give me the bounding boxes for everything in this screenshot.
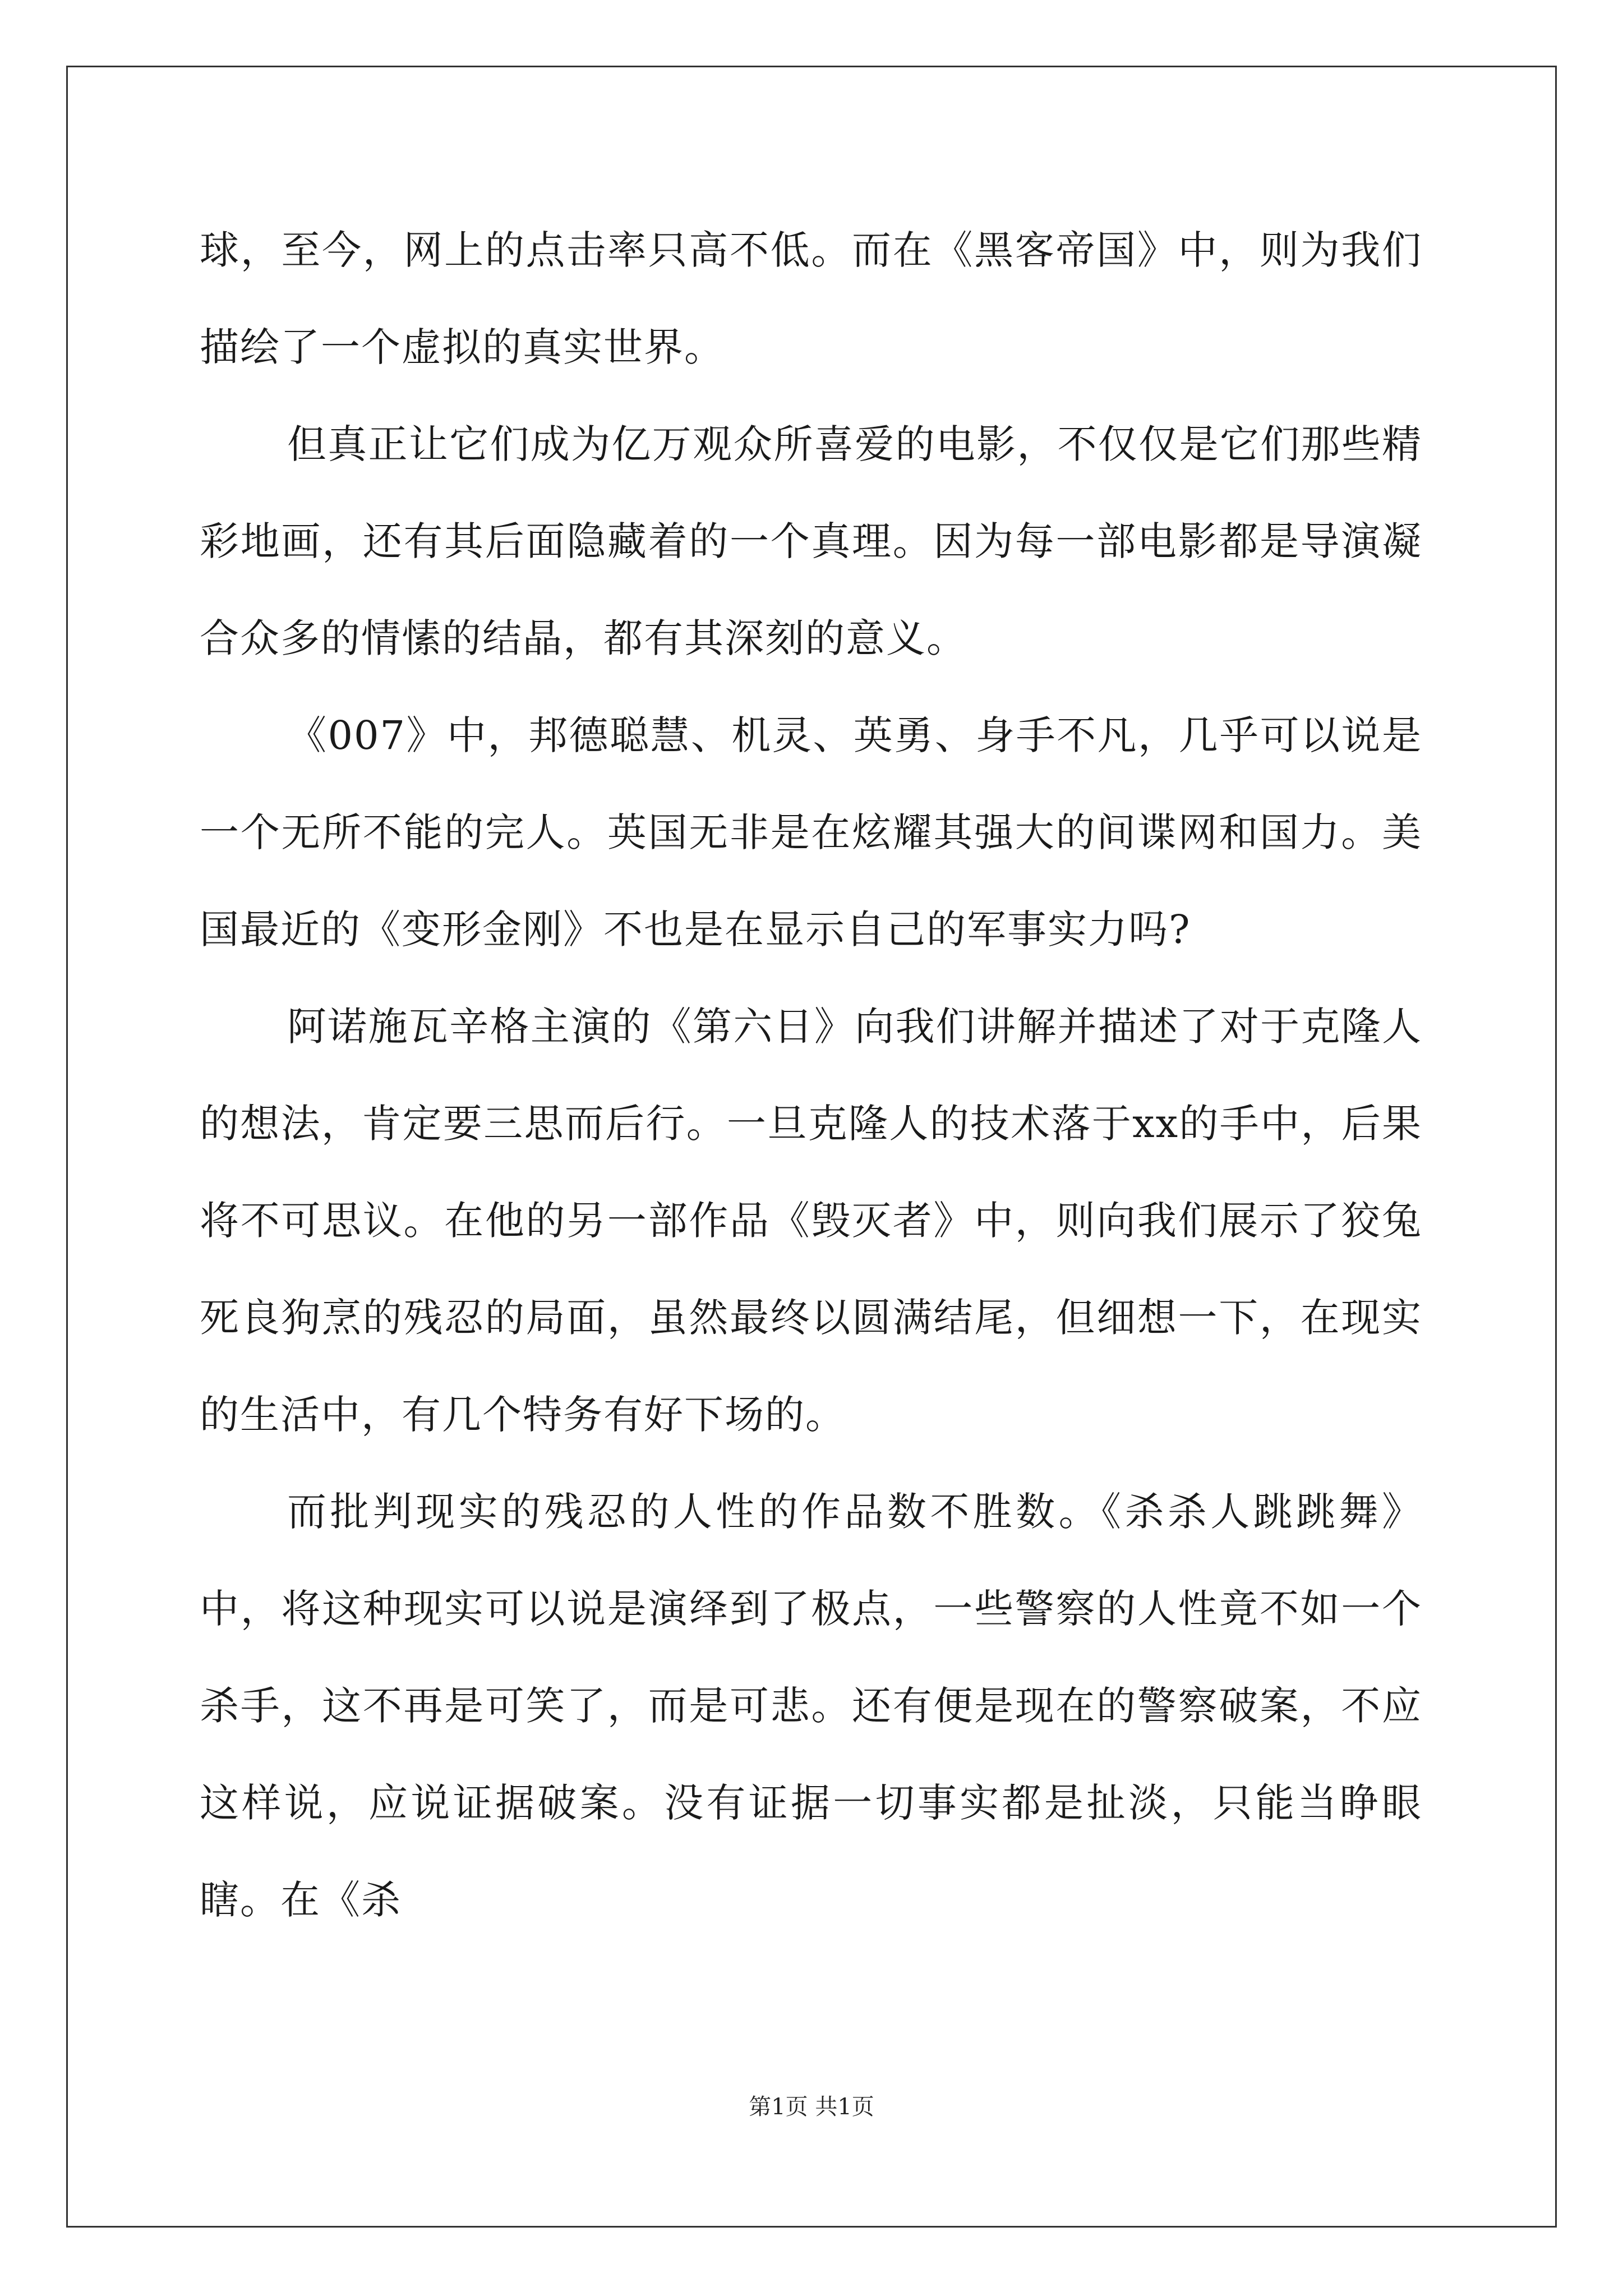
page-number-footer: 第1页 共1页: [749, 2094, 874, 2120]
paragraph-2: 但真正让它们成为亿万观众所喜爱的电影，不仅仅是它们那些精彩地画，还有其后面隐藏着的一个真理。因为每一部电影都是导演凝合众多的情愫的结晶，都有其深刻的意义。: [200, 421, 1422, 661]
document-body: [200, 202, 1422, 1949]
paragraph-5: 而批判现实的残忍的人性的作品数不胜数。《杀杀人跳跳舞》中，将这种现实可以说是演绎到了极点，一些警察的人性竟不如一个杀手，这不再是可笑了，而是可悲。还有便是现在的警察破案，不应这样说，应说证据破案。没有证据一切事实都是扯淡，只能当睁眼瞎。在《杀: [200, 1489, 1422, 1923]
paragraph-1: 球，至今，网上的点击率只高不低。而在《黑客帝国》中，则为我们描绘了一个虚拟的真实世界。: [200, 227, 1422, 370]
paragraph-4: 阿诺施瓦辛格主演的《第六日》向我们讲解并描述了对于克隆人的想法，肯定要三思而后行。一旦克隆人的技术落于xx的手中，后果将不可思议。在他的另一部作品《毁灭者》中，则向我们展示了狡兔死良狗烹的残忍的局面，虽然最终以圆满结尾，但细想一下，在现实的生活中，有几个特务有好下场的。: [200, 1004, 1423, 1438]
paragraph-3: 《007》中，邦德聪慧、机灵、英勇、身手不凡，几乎可以说是一个无所不能的完人。英国无非是在炫耀其强大的间谍网和国力。美国最近的《变形金刚》不也是在显示自己的军事实力吗?: [200, 712, 1422, 953]
